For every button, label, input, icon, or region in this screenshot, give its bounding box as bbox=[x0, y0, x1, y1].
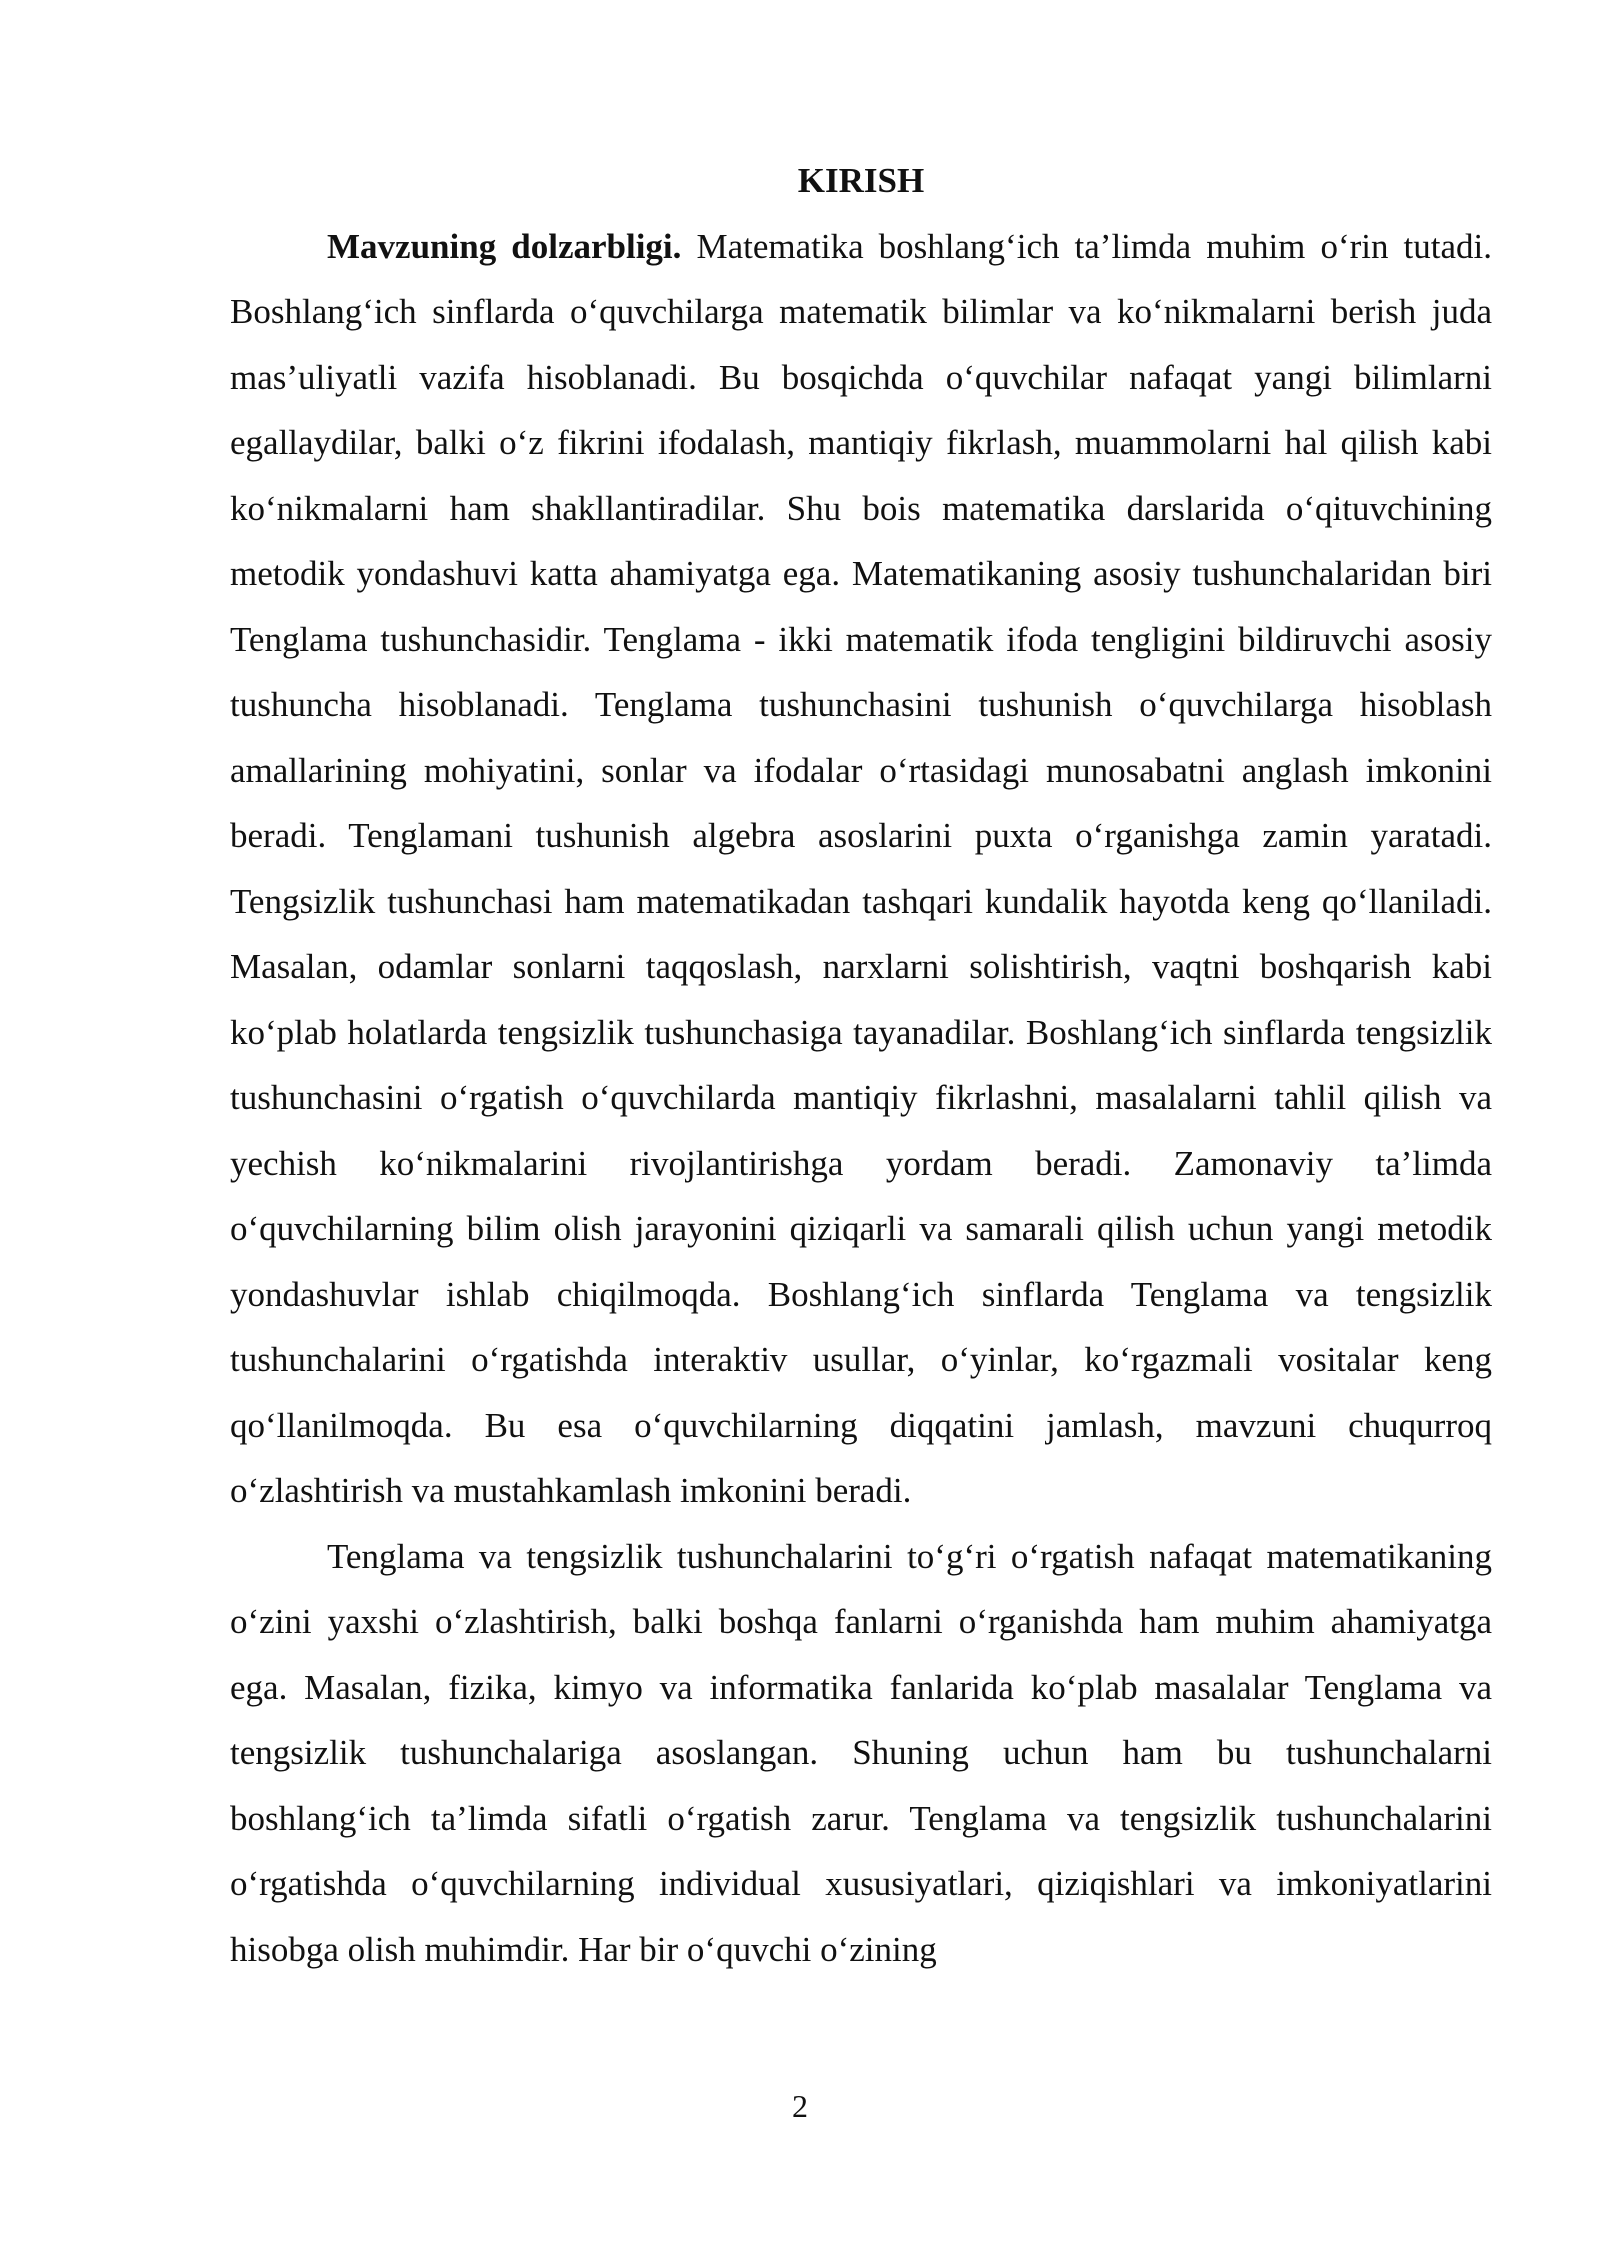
page-content bbox=[230, 148, 1492, 1982]
paragraph-text: Matematika boshlang‘ich ta’limda muhim o‘rin tutadi. Boshlang‘ich sinflarda o‘quvchilarga matematik bilimlar va ko‘nikmalarni berish juda mas’uliyatli vazifa hisoblanadi. Bu bosqichda o‘quvchilar nafaqat yangi bilimlarni egallaydilar, balki o‘z fikrini ifodalash, mantiqiy fikrlash, muammolarni hal qilish kabi ko‘nikmalarni ham shakllantiradilar. Shu bois matematika darslarida o‘qituvchining metodik yondashuvi katta ahamiyatga ega. Matematikaning asosiy tushunchalaridan biri Tenglama tushunchasidir. Tenglama - ikki matematik ifoda tengligini bildiruvchi asosiy tushuncha hisoblanadi. Tenglama tushunchasini tushunish o‘quvchilarga hisoblash amallarining mohiyatini, sonlar va ifodalar o‘rtasidagi munosabatni anglash imkonini beradi. Tenglamani tushunish algebra asoslarini puxta o‘rganishga zamin yaratadi. Tengsizlik tushunchasi ham matematikadan tashqari kundalik hayotda keng qo‘llaniladi. Masalan, odamlar sonlarni taqqoslash, narxlarni solishtirish, vaqtni boshqarish kabi ko‘plab holatlarda tengsizlik tushunchasiga tayanadilar. Boshlang‘ich sinflarda tengsizlik tushunchasini o‘rgatish o‘quvchilarda mantiqiy fikrlashni, masalalarni tahlil qilish va yechish ko‘nikmalarini rivojlantirishga yordam beradi. Zamonaviy ta’limda o‘quvchilarning bilim olish jarayonini qiziqarli va samarali qilish uchun yangi metodik yondashuvlar ishlab chiqilmoqda. Boshlang‘ich sinflarda Tenglama va tengsizlik tushunchalarini o‘rgatishda interaktiv usullar, o‘yinlar, ko‘rgazmali vositalar keng qo‘llanilmoqda. Bu esa o‘quvchilarning diqqatini jamlash, mavzuni chuqurroq o‘zlashtirish va mustahkamlash imkonini beradi. bbox=[230, 226, 1493, 1510]
paragraph-importance bbox=[230, 1524, 1492, 1983]
paragraph-relevance bbox=[230, 214, 1492, 1524]
page-number: 2 bbox=[792, 2088, 808, 2124]
section-heading: KIRISH bbox=[797, 161, 925, 200]
paragraph-text: Tenglama va tengsizlik tushunchalarini to‘g‘ri o‘rgatish nafaqat matematikaning o‘zini yaxshi o‘zlashtirish, balki boshqa fanlarni o‘rganishda ham muhim ahamiyatga ega. Masalan, fizika, kimyo va informatika fanlarida ko‘plab masalalar Tenglama va tengsizlik tushunchalariga asoslangan. Shuning uchun ham bu tushunchalarni boshlang‘ich ta’limda sifatli o‘rgatish zarur. Tenglama va tengsizlik tushunchalarini o‘rgatishda o‘quvchilarning individual xususiyatlari, qiziqishlari va imkoniyatlarini hisobga olish muhimdir. Har bir o‘quvchi o‘zining bbox=[230, 1536, 1492, 1969]
paragraph-lead: Mavzuning dolzarbligi. bbox=[327, 226, 682, 266]
